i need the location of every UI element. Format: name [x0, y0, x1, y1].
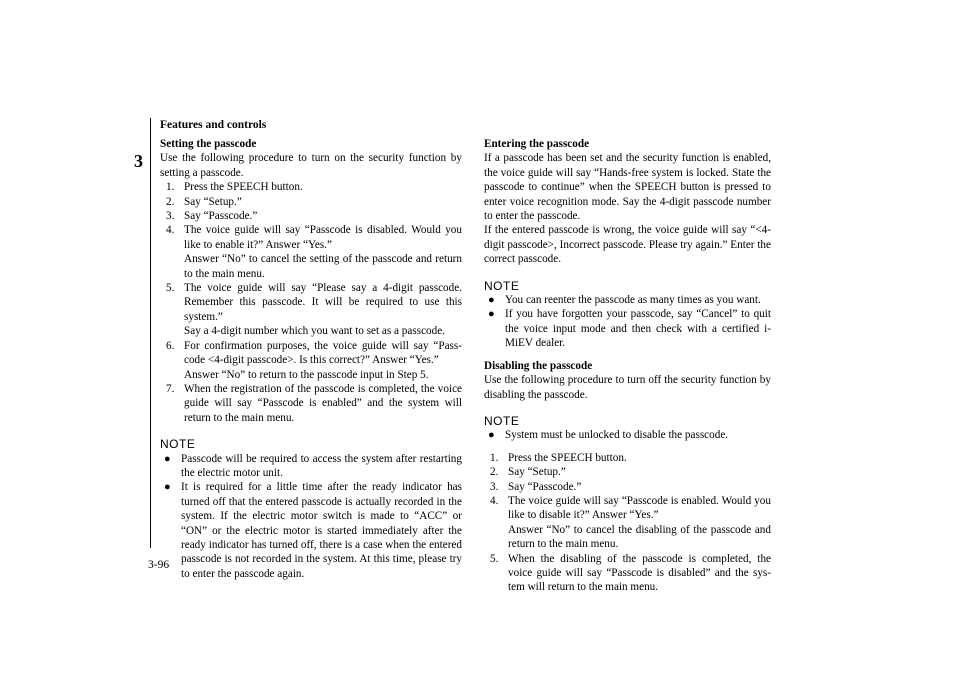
note-item: ● Passcode will be required to access the system after restarting the electric motor unit.	[164, 452, 462, 479]
right-column	[484, 137, 771, 595]
bullet-icon: ●	[488, 308, 495, 321]
disabling-step: 3. Say “Passcode.”	[490, 480, 582, 493]
section-title: Features and controls	[160, 119, 267, 131]
note-label: NOTE	[484, 413, 520, 428]
bullet-icon: ●	[164, 452, 171, 465]
note-label: NOTE	[484, 278, 520, 293]
note-label: NOTE	[160, 437, 196, 452]
setting-step: 2. Say “Setup.”	[166, 195, 242, 208]
setting-step: 5. The voice guide will say “Please say a 4-digit passcode. Remember this passcode. It will be required to use this system.” Say a 4-digit number which you want to set as a passcode.	[166, 282, 462, 338]
note-item: ● System must be unlocked to disable the passcode.	[488, 429, 729, 442]
disabling-step: 5. When the disabling of the passcode is completed, the voice guide will say “Passcode is disabled” and the sys-tem will return to the main menu.	[490, 552, 771, 594]
setting-step: 4. The voice guide will say “Passcode is disabled. Would you like to enable it?” Answer “Yes.” Answer “No” to cancel the setting of the passcode and return to the main menu.	[166, 224, 462, 280]
disabling-step: 4. The voice guide will say “Passcode is enabled. Would you like to disable it?” Answer “Yes.” Answer “No” to cancel the disabling of the passcode and return to the main menu.	[490, 494, 771, 551]
note-item: ● If you have forgotten your passcode, say “Cancel” to quit the voice input mode and then check with a certified i-MiEV dealer.	[488, 308, 771, 350]
bullet-icon: ●	[488, 429, 495, 442]
disabling-heading: Disabling the passcode	[484, 359, 593, 372]
note-item: ● It is required for a little time after the ready indicator has turned off that the entered passcode is actually recorded in the system. If the electric motor switch is made to “ACC” or “ON” or the electric motor is started immediately after the ready indicator has turned off, there is a case when the entered passcode is not recorded in the system. At this time, please try to enter the passcode again.	[164, 481, 462, 580]
bullet-icon: ●	[164, 481, 171, 494]
setting-heading: Setting the passcode	[160, 138, 257, 150]
chapter-tab-rule	[0, 118, 151, 548]
chapter-tab-number: 3	[134, 151, 143, 171]
disabling-step: 1. Press the SPEECH button.	[490, 451, 627, 464]
bullet-icon: ●	[488, 294, 495, 307]
setting-step: 3. Say “Passcode.”	[166, 210, 258, 223]
entering-para: If the entered passcode is wrong, the voice guide will say “<4-digit passcode>, Incorrect passcode. Please try again.” Enter the correct passcode.	[484, 224, 771, 266]
left-column	[160, 137, 462, 581]
setting-step: 6. For confirmation purposes, the voice guide will say “Pass-code <4-digit passcode>. Is this correct?” Answer “Yes.” Answer “No” to return to the passcode input in Step 5.	[166, 339, 462, 381]
setting-intro: Use the following procedure to turn on the security function by setting a passcode.	[160, 152, 462, 179]
disabling-step: 2. Say “Setup.”	[490, 466, 566, 479]
note-item: ● You can reenter the passcode as many times as you want.	[488, 294, 761, 307]
entering-heading: Entering the passcode	[484, 138, 590, 150]
page-number: 3-96	[148, 559, 170, 571]
entering-para: If a passcode has been set and the security function is enabled, the voice guide will say “Hands-free system is locked. State the passcode to continue” when the SPEECH button is pressed to enter voice recognition mode. Say the 4-digit passcode number to enter the passcode.	[484, 152, 771, 223]
disabling-intro: Use the following procedure to turn off the security function by disabling the passcode.	[484, 374, 771, 401]
setting-step: 7. When the registration of the passcode is completed, the voice guide will say “Passcode is enabled” and the system will return to the main menu.	[166, 382, 462, 424]
setting-step: 1. Press the SPEECH button.	[166, 181, 303, 194]
